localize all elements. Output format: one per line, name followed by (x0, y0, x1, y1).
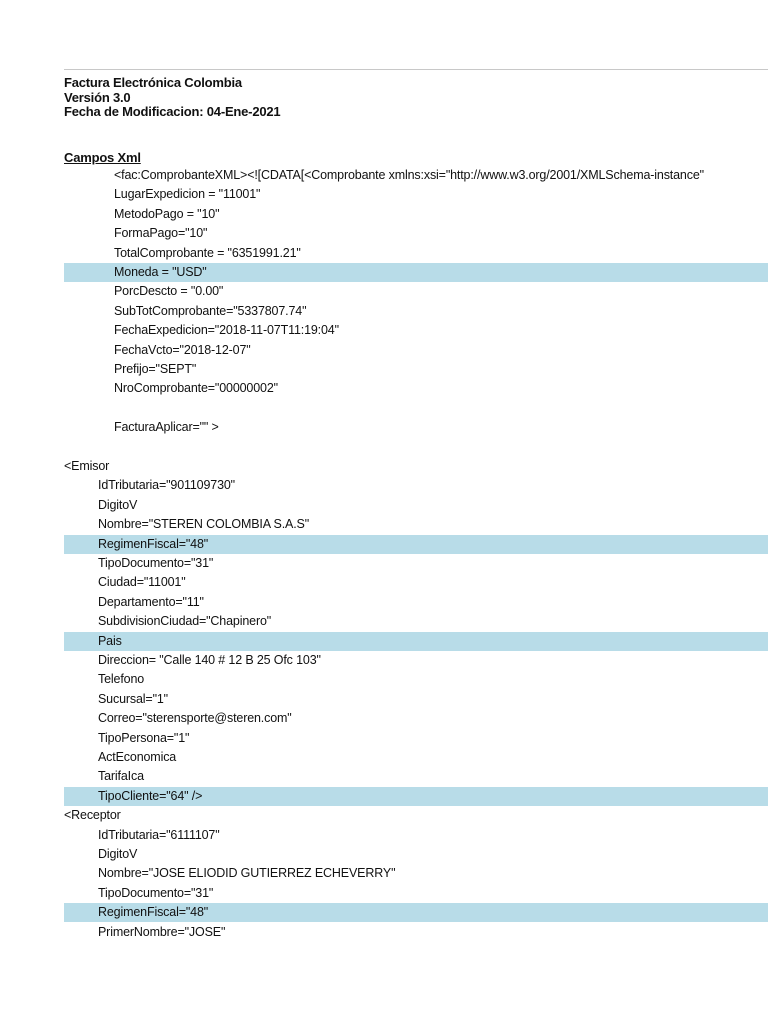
xml-field-row (64, 399, 768, 418)
xml-field-text: Nombre="STEREN COLOMBIA S.A.S" (98, 517, 310, 532)
xml-field-row (64, 573, 768, 592)
xml-field-text: Nombre="JOSE ELIODID GUTIERREZ ECHEVERRY" (98, 866, 396, 881)
xml-field-text: RegimenFiscal="48" (98, 536, 209, 551)
xml-field-row (64, 302, 768, 321)
xml-field-text: NroComprobante="00000002" (114, 381, 278, 396)
xml-field-row (64, 457, 768, 476)
xml-field-text: PorcDescto = "0.00" (114, 284, 224, 299)
xml-field-row (64, 282, 768, 301)
xml-field-row (64, 515, 768, 534)
xml-field-text: <Receptor (64, 808, 121, 823)
document-header (64, 76, 280, 120)
xml-field-row (64, 864, 768, 883)
xml-field-row (64, 826, 768, 845)
xml-field-row (64, 670, 768, 689)
xml-field-text: Telefono (98, 672, 145, 687)
xml-field-row (64, 632, 768, 651)
xml-field-text: RegimenFiscal="48" (98, 905, 209, 920)
xml-field-row (64, 535, 768, 554)
xml-field-row (64, 341, 768, 360)
xml-field-text: FechaExpedicion="2018-11-07T11:19:04" (114, 323, 339, 338)
xml-field-row (64, 709, 768, 728)
xml-field-text: Moneda = "USD" (114, 265, 207, 279)
xml-field-row (64, 884, 768, 903)
xml-field-text: FormaPago="10" (114, 226, 208, 241)
top-divider (64, 69, 768, 70)
xml-field-row (64, 496, 768, 515)
xml-field-text: MetodoPago = "10" (114, 206, 220, 221)
xml-field-row (64, 729, 768, 748)
xml-field-row (64, 476, 768, 495)
document-version: Versión 3.0 (64, 89, 131, 105)
xml-field-row (64, 360, 768, 379)
xml-field-row (64, 185, 768, 204)
xml-field-text: PrimerNombre="JOSE" (98, 924, 226, 939)
modification-date: Fecha de Modificacion: 04-Ene-2021 (64, 104, 281, 119)
xml-field-text: SubTotComprobante="5337807.74" (114, 303, 307, 318)
document-title: Factura Electrónica Colombia (64, 75, 242, 90)
xml-field-row (64, 767, 768, 786)
xml-field-row (64, 923, 768, 942)
xml-field-row (64, 748, 768, 767)
xml-field-text: Direccion= "Calle 140 # 12 B 25 Ofc 103" (98, 653, 321, 667)
xml-field-row (64, 903, 768, 922)
xml-field-row (64, 593, 768, 612)
xml-field-text: Correo="sterensporte@steren.com" (98, 711, 292, 726)
xml-field-text: Departamento="11" (98, 594, 204, 609)
xml-field-row (64, 244, 768, 263)
xml-field-text: Prefijo="SEPT" (114, 362, 197, 376)
xml-field-text: TipoDocumento="31" (98, 885, 214, 900)
xml-field-text: ActEconomica (98, 750, 177, 764)
xml-field-text: TipoPersona="1" (98, 730, 190, 745)
xml-field-text: IdTributaria="901109730" (98, 478, 235, 493)
xml-field-row (64, 845, 768, 864)
xml-field-row (64, 806, 768, 825)
xml-field-row (64, 418, 768, 437)
xml-field-text: TotalComprobante = "6351991.21" (114, 245, 301, 260)
xml-field-text: DigitoV (98, 847, 138, 861)
xml-field-text: LugarExpedicion = "11001" (114, 187, 261, 202)
xml-field-row (64, 612, 768, 631)
xml-field-row (64, 690, 768, 709)
xml-field-text: TipoCliente="64" /> (98, 788, 203, 803)
xml-field-text: <Emisor (64, 459, 110, 473)
xml-field-text: IdTributaria="6111107" (98, 827, 220, 842)
xml-field-text: Sucursal="1" (98, 691, 168, 706)
xml-field-text: Ciudad="11001" (98, 575, 186, 590)
xml-field-text: TarifaIca (98, 769, 144, 784)
xml-field-text: <fac:ComprobanteXML><![CDATA[<Comprobante xmlns:xsi="http://www.w3.org/2001/XMLSchema-instance" (114, 168, 704, 182)
xml-field-row (64, 787, 768, 806)
xml-field-row (64, 379, 768, 398)
xml-field-row (64, 263, 768, 282)
xml-field-text: Pais (98, 633, 122, 648)
section-title-campos-xml: Campos Xml (64, 150, 141, 165)
xml-field-row (64, 224, 768, 243)
xml-field-text: TipoDocumento="31" (98, 556, 214, 570)
xml-field-row (64, 205, 768, 224)
xml-field-text: SubdivisionCiudad="Chapinero" (98, 614, 272, 629)
xml-field-row (64, 554, 768, 573)
xml-field-text: FacturaAplicar="" > (114, 420, 219, 435)
xml-field-text: FechaVcto="2018-12-07" (114, 342, 251, 357)
xml-field-row (64, 651, 768, 670)
xml-field-text: DigitoV (98, 497, 138, 512)
xml-field-row (64, 321, 768, 340)
xml-field-row (64, 166, 768, 185)
